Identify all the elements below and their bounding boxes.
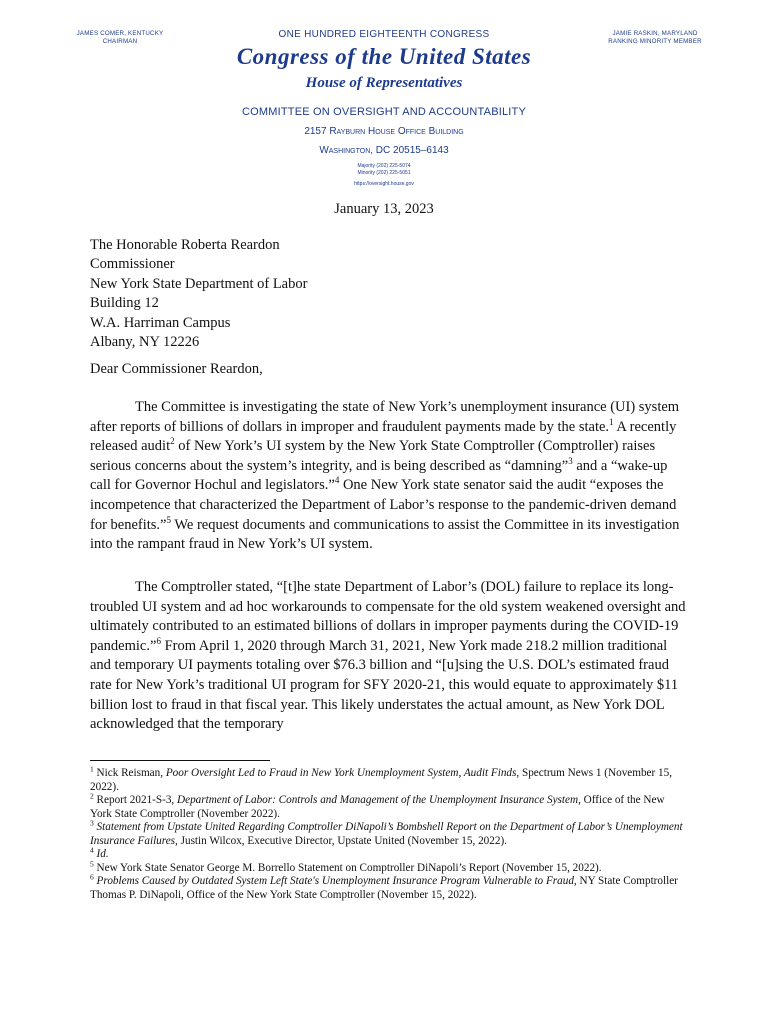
source-title: Id.	[96, 848, 109, 860]
footnote-number: 2	[90, 791, 94, 801]
text-run: of New York’s UI system by the New York State Comptroller (Comptroller) raises serious concerns about the system’s integrity, and is being described as “damning”	[90, 438, 656, 474]
committee-name: COMMITTEE ON OVERSIGHT AND ACCOUNTABILITY	[241, 106, 527, 118]
footnote-number: 4	[90, 845, 94, 855]
text-run: A recently released audit	[90, 418, 677, 455]
footnote-divider	[90, 760, 270, 761]
footnote-6	[90, 872, 688, 902]
chairman-name: JAMES COMER, KENTUCKY	[76, 30, 164, 37]
text-run: , NY State Comptroller Thomas P. DiNapoli, Office of the New York State Comptroller (November 15, 2022).	[90, 875, 678, 901]
text-run: , Spectrum News 1 (November 15, 2022).	[90, 767, 673, 793]
footnote-2	[90, 791, 688, 821]
address-line-2: Washington, DC 20515–6143	[319, 145, 449, 156]
footnote-3	[90, 818, 688, 848]
footnote-ref[interactable]: 6	[156, 635, 161, 646]
footnote-number: 5	[90, 858, 94, 868]
text-run: We request documents and communications to assist the Committee in its investigation into the rampant fraud in New York’s UI system.	[90, 516, 680, 553]
text-run: , Office of the New York State Comptroller (November 2022).	[90, 794, 665, 820]
house-title: House of Representatives	[305, 75, 463, 91]
body-paragraph-2	[90, 578, 688, 735]
ranking-member-name: JAMIE RASKIN, MARYLAND	[612, 30, 698, 37]
phone-majority: Majority (202) 225-5074	[357, 163, 411, 169]
text-run: Nick Reisman,	[96, 767, 166, 779]
footnote-number: 1	[90, 764, 94, 774]
congress-title: Congress of the United States	[236, 44, 532, 69]
phone-minority: Minority (202) 225-5051	[357, 170, 411, 176]
recipient-line: Albany, NY 12226	[90, 334, 200, 351]
recipient-line: W.A. Harriman Campus	[90, 314, 231, 331]
website-link[interactable]: https://oversight.house.gov	[354, 181, 414, 187]
source-title: Department of Labor: Controls and Management of the Unemployment Insurance System	[177, 794, 579, 806]
text-run: and a “wake-up call for Governor Hochul and legislators.”	[90, 457, 668, 494]
letter-date: January 13, 2023	[334, 201, 434, 217]
footnote-number: 6	[90, 872, 94, 882]
footnote-ref[interactable]: 5	[166, 514, 171, 525]
source-title: Poor Oversight Led to Fraud in New York Unemployment System, Audit Finds	[165, 767, 517, 779]
footnote-ref[interactable]: 2	[170, 436, 175, 447]
footnote-4	[90, 845, 688, 862]
text-run: From April 1, 2020 through March 31, 2021, New York made 218.2 million traditional and temporary UI payments totaling over $76.3 billion and “[u]sing the U.S. DOL’s estimated fraud rate for New York’s traditional UI program for SFY 2020-21, this would equate to approximately $11 billion lost to fraud in that fiscal year. This likely understates the actual amount, as New York DOL acknowledged that the temporary	[90, 637, 679, 733]
recipient-line: The Honorable Roberta Reardon	[90, 237, 280, 253]
text-run: , Justin Wilcox, Executive Director, Upstate United (November 15, 2022).	[175, 834, 507, 847]
footnotes	[90, 764, 688, 902]
ranking-member-title: RANKING MINORITY MEMBER	[608, 38, 702, 45]
congress-number: ONE HUNDRED EIGHTEENTH CONGRESS	[278, 29, 490, 40]
footnote-5	[90, 858, 688, 876]
text-run: Report 2021-S-3,	[96, 794, 178, 806]
footnote-ref[interactable]: 4	[334, 475, 340, 486]
text-run: The Comptroller stated, “[t]he state Department of Labor’s (DOL) failure to replace its long-troubled UI system and ad hoc workarounds to compensate for the old system weakened oversight and ultimately contributed to an estimated billions of dollars in improper payments during the COVID-19 pandemic.”	[90, 579, 686, 654]
recipient-line: New York State Department of Labor	[90, 275, 308, 292]
footnote-number: 3	[90, 818, 94, 828]
address-line-1: 2157 Rayburn House Office Building	[304, 126, 464, 137]
phone-numbers	[0, 163, 768, 177]
chairman-title: CHAIRMAN	[102, 38, 138, 45]
footnote-ref[interactable]: 1	[609, 416, 614, 427]
footnote-1	[90, 764, 688, 794]
text-run: One New York state senator said the audit “exposes the incompetence that characterized the Department of Labor’s response to the pandemic-driven demand for benefits.”	[90, 477, 677, 533]
salutation: Dear Commissioner Reardon,	[90, 361, 263, 377]
text-run: New York State Senator George M. Borrello Statement on Comptroller DiNapoli’s Report (November 15, 2022).	[96, 861, 602, 874]
footnote-ref[interactable]: 3	[568, 455, 573, 466]
recipient-address	[90, 236, 307, 352]
source-title: Problems Caused by Outdated System Left State's Unemployment Insurance Program Vulnerable to Fraud	[96, 875, 574, 887]
recipient-line: Commissioner	[90, 256, 175, 273]
body-paragraph-1	[90, 398, 688, 555]
source-title: Statement from Upstate United Regarding Comptroller DiNapoli’s Bombshell Report on the Department of Labor’s Unemployment Insurance Failures	[90, 821, 683, 847]
text-run: The Committee is investigating the state of New York’s unemployment insurance (UI) system after reports of billions of dollars in improper and fraudulent payments made by the state.	[90, 399, 680, 435]
recipient-line: Building 12	[90, 295, 159, 312]
